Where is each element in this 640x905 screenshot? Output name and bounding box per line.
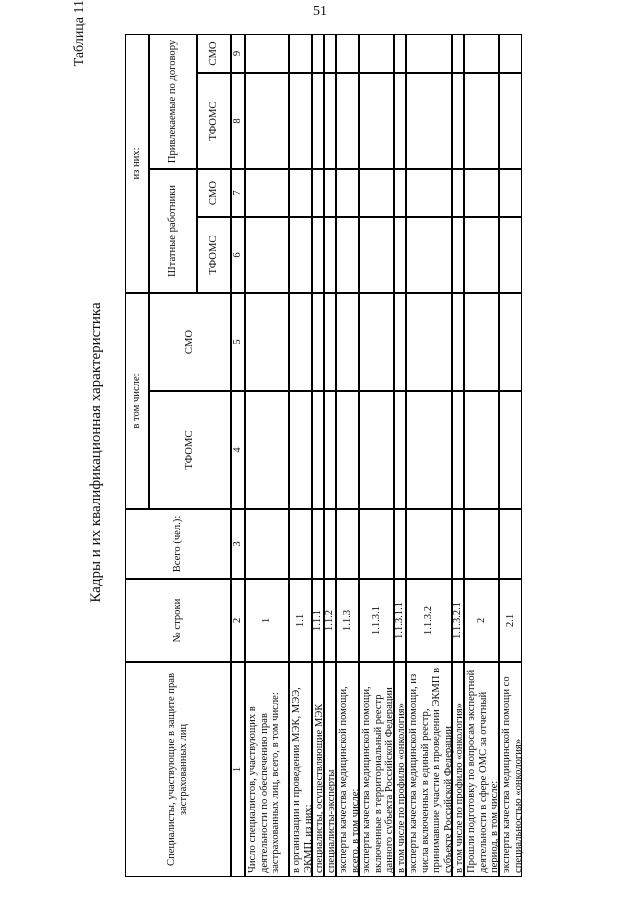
empty-cell: [406, 73, 452, 169]
column-number: 1: [231, 662, 245, 877]
empty-cell: [499, 73, 522, 169]
empty-cell: [452, 217, 464, 293]
empty-cell: [336, 34, 359, 73]
empty-cell: [406, 34, 452, 73]
row-line-number: 1.1.3: [336, 579, 359, 662]
empty-cell: [336, 169, 359, 217]
empty-cell: [406, 217, 452, 293]
empty-cell: [406, 509, 452, 579]
empty-cell: [289, 73, 312, 169]
empty-cell: [499, 293, 522, 391]
empty-cell: [245, 169, 289, 217]
row-label: в том числе по профилю «онкология»: [452, 662, 464, 877]
empty-cell: [312, 73, 324, 169]
empty-cell: [312, 34, 324, 73]
column-number: 4: [231, 391, 245, 509]
header-smo: СМО: [149, 293, 231, 391]
empty-cell: [394, 293, 406, 391]
empty-cell: [245, 391, 289, 509]
row-line-number: 1.1.2: [324, 579, 336, 662]
row-line-number: 1.1: [289, 579, 312, 662]
empty-cell: [289, 509, 312, 579]
empty-cell: [452, 34, 464, 73]
header-contract-smo: СМО: [197, 34, 231, 73]
row-line-number: 1: [245, 579, 289, 662]
row-label: специалисты, осуществляющие МЭК: [312, 662, 324, 877]
empty-cell: [359, 391, 394, 509]
row-line-number: 2.1: [499, 579, 522, 662]
empty-cell: [394, 217, 406, 293]
header-contracted: Привлекаемые по договору: [149, 34, 197, 169]
empty-cell: [289, 34, 312, 73]
column-number: 8: [231, 73, 245, 169]
empty-cell: [336, 217, 359, 293]
header-staff-smo: СМО: [197, 169, 231, 217]
column-number: 7: [231, 169, 245, 217]
row-line-number: 1.1.3.1: [359, 579, 394, 662]
row-label: эксперты качества медицинской помощи со специальностью «онкология»: [499, 662, 522, 877]
empty-cell: [312, 509, 324, 579]
table-label: Таблица 11: [72, 0, 87, 67]
row-label: эксперты качества медицинской помощи, включенные в территориальный реестр данного субъекта Российской Федерации: [359, 662, 394, 877]
header-staff-tfoms: ТФОМС: [197, 217, 231, 293]
empty-cell: [394, 169, 406, 217]
empty-cell: [324, 169, 336, 217]
row-label: эксперты качества медицинской помощи, из числа включенных в единый реестр, принимавшие участие в проведении ЭКМП в субъекте Российской Федерации: [406, 662, 452, 877]
empty-cell: [452, 293, 464, 391]
column-number: 6: [231, 217, 245, 293]
empty-cell: [452, 509, 464, 579]
empty-cell: [245, 217, 289, 293]
empty-cell: [394, 73, 406, 169]
empty-cell: [312, 217, 324, 293]
empty-cell: [464, 73, 499, 169]
column-number: 5: [231, 293, 245, 391]
column-number: 2: [231, 579, 245, 662]
empty-cell: [359, 169, 394, 217]
empty-cell: [324, 509, 336, 579]
table-title: Кадры и их квалификационная характеристика: [88, 302, 104, 603]
row-line-number: 1.1.3.2: [406, 579, 452, 662]
row-label: в организации и проведении МЭК, МЭЭ, ЭКМП, из них:: [289, 662, 312, 877]
row-label: в том числе по профилю «онкология»: [394, 662, 406, 877]
empty-cell: [324, 293, 336, 391]
empty-cell: [406, 293, 452, 391]
empty-cell: [406, 391, 452, 509]
empty-cell: [289, 293, 312, 391]
empty-cell: [452, 73, 464, 169]
empty-cell: [245, 73, 289, 169]
header-of-them: из них:: [125, 34, 149, 293]
empty-cell: [464, 391, 499, 509]
empty-cell: [452, 391, 464, 509]
empty-cell: [359, 509, 394, 579]
empty-cell: [499, 509, 522, 579]
empty-cell: [289, 217, 312, 293]
empty-cell: [359, 34, 394, 73]
empty-cell: [336, 509, 359, 579]
empty-cell: [289, 391, 312, 509]
empty-cell: [464, 509, 499, 579]
empty-cell: [394, 391, 406, 509]
empty-cell: [289, 169, 312, 217]
row-label: Прошли подготовку по вопросам экспертной деятельности в сфере ОМС за отчетный период, в том числе:: [464, 662, 499, 877]
empty-cell: [336, 73, 359, 169]
empty-cell: [324, 73, 336, 169]
empty-cell: [406, 169, 452, 217]
empty-cell: [312, 169, 324, 217]
empty-cell: [324, 217, 336, 293]
empty-cell: [499, 391, 522, 509]
row-label: эксперты качества медицинской помощи, всего, в том числе:: [336, 662, 359, 877]
empty-cell: [336, 293, 359, 391]
header-line-number: № строки: [125, 579, 231, 662]
empty-cell: [312, 391, 324, 509]
row-line-number: 1.1.3.2.1: [452, 579, 464, 662]
empty-cell: [464, 217, 499, 293]
empty-cell: [394, 34, 406, 73]
header-total: Всего (чел.):: [125, 509, 231, 579]
page-number: 51: [313, 4, 327, 19]
empty-cell: [394, 509, 406, 579]
row-label: Число специалистов, участвующих в деятельности по обеспечению прав застрахованных лиц, всего, в том числе:: [245, 662, 289, 877]
empty-cell: [499, 217, 522, 293]
empty-cell: [499, 34, 522, 73]
empty-cell: [245, 509, 289, 579]
empty-cell: [359, 217, 394, 293]
empty-cell: [359, 73, 394, 169]
header-contract-tfoms: ТФОМС: [197, 73, 231, 169]
empty-cell: [499, 169, 522, 217]
empty-cell: [452, 169, 464, 217]
empty-cell: [464, 169, 499, 217]
empty-cell: [245, 34, 289, 73]
empty-cell: [324, 391, 336, 509]
row-line-number: 2: [464, 579, 499, 662]
row-line-number: 1.1.3.1.1: [394, 579, 406, 662]
header-tfoms: ТФОМС: [149, 391, 231, 509]
row-label: специалисты-эксперты: [324, 662, 336, 877]
empty-cell: [245, 293, 289, 391]
empty-cell: [312, 293, 324, 391]
header-staff: Штатные работники: [149, 169, 197, 293]
row-line-number: 1.1.1: [312, 579, 324, 662]
column-number: 9: [231, 34, 245, 73]
empty-cell: [324, 34, 336, 73]
empty-cell: [464, 34, 499, 73]
header-in-total: в том числе:: [125, 293, 149, 509]
header-specialists: Специалисты, участвующие в защите прав застрахованных лиц: [125, 662, 231, 877]
empty-cell: [336, 391, 359, 509]
empty-cell: [359, 293, 394, 391]
column-number: 3: [231, 509, 245, 579]
empty-cell: [464, 293, 499, 391]
